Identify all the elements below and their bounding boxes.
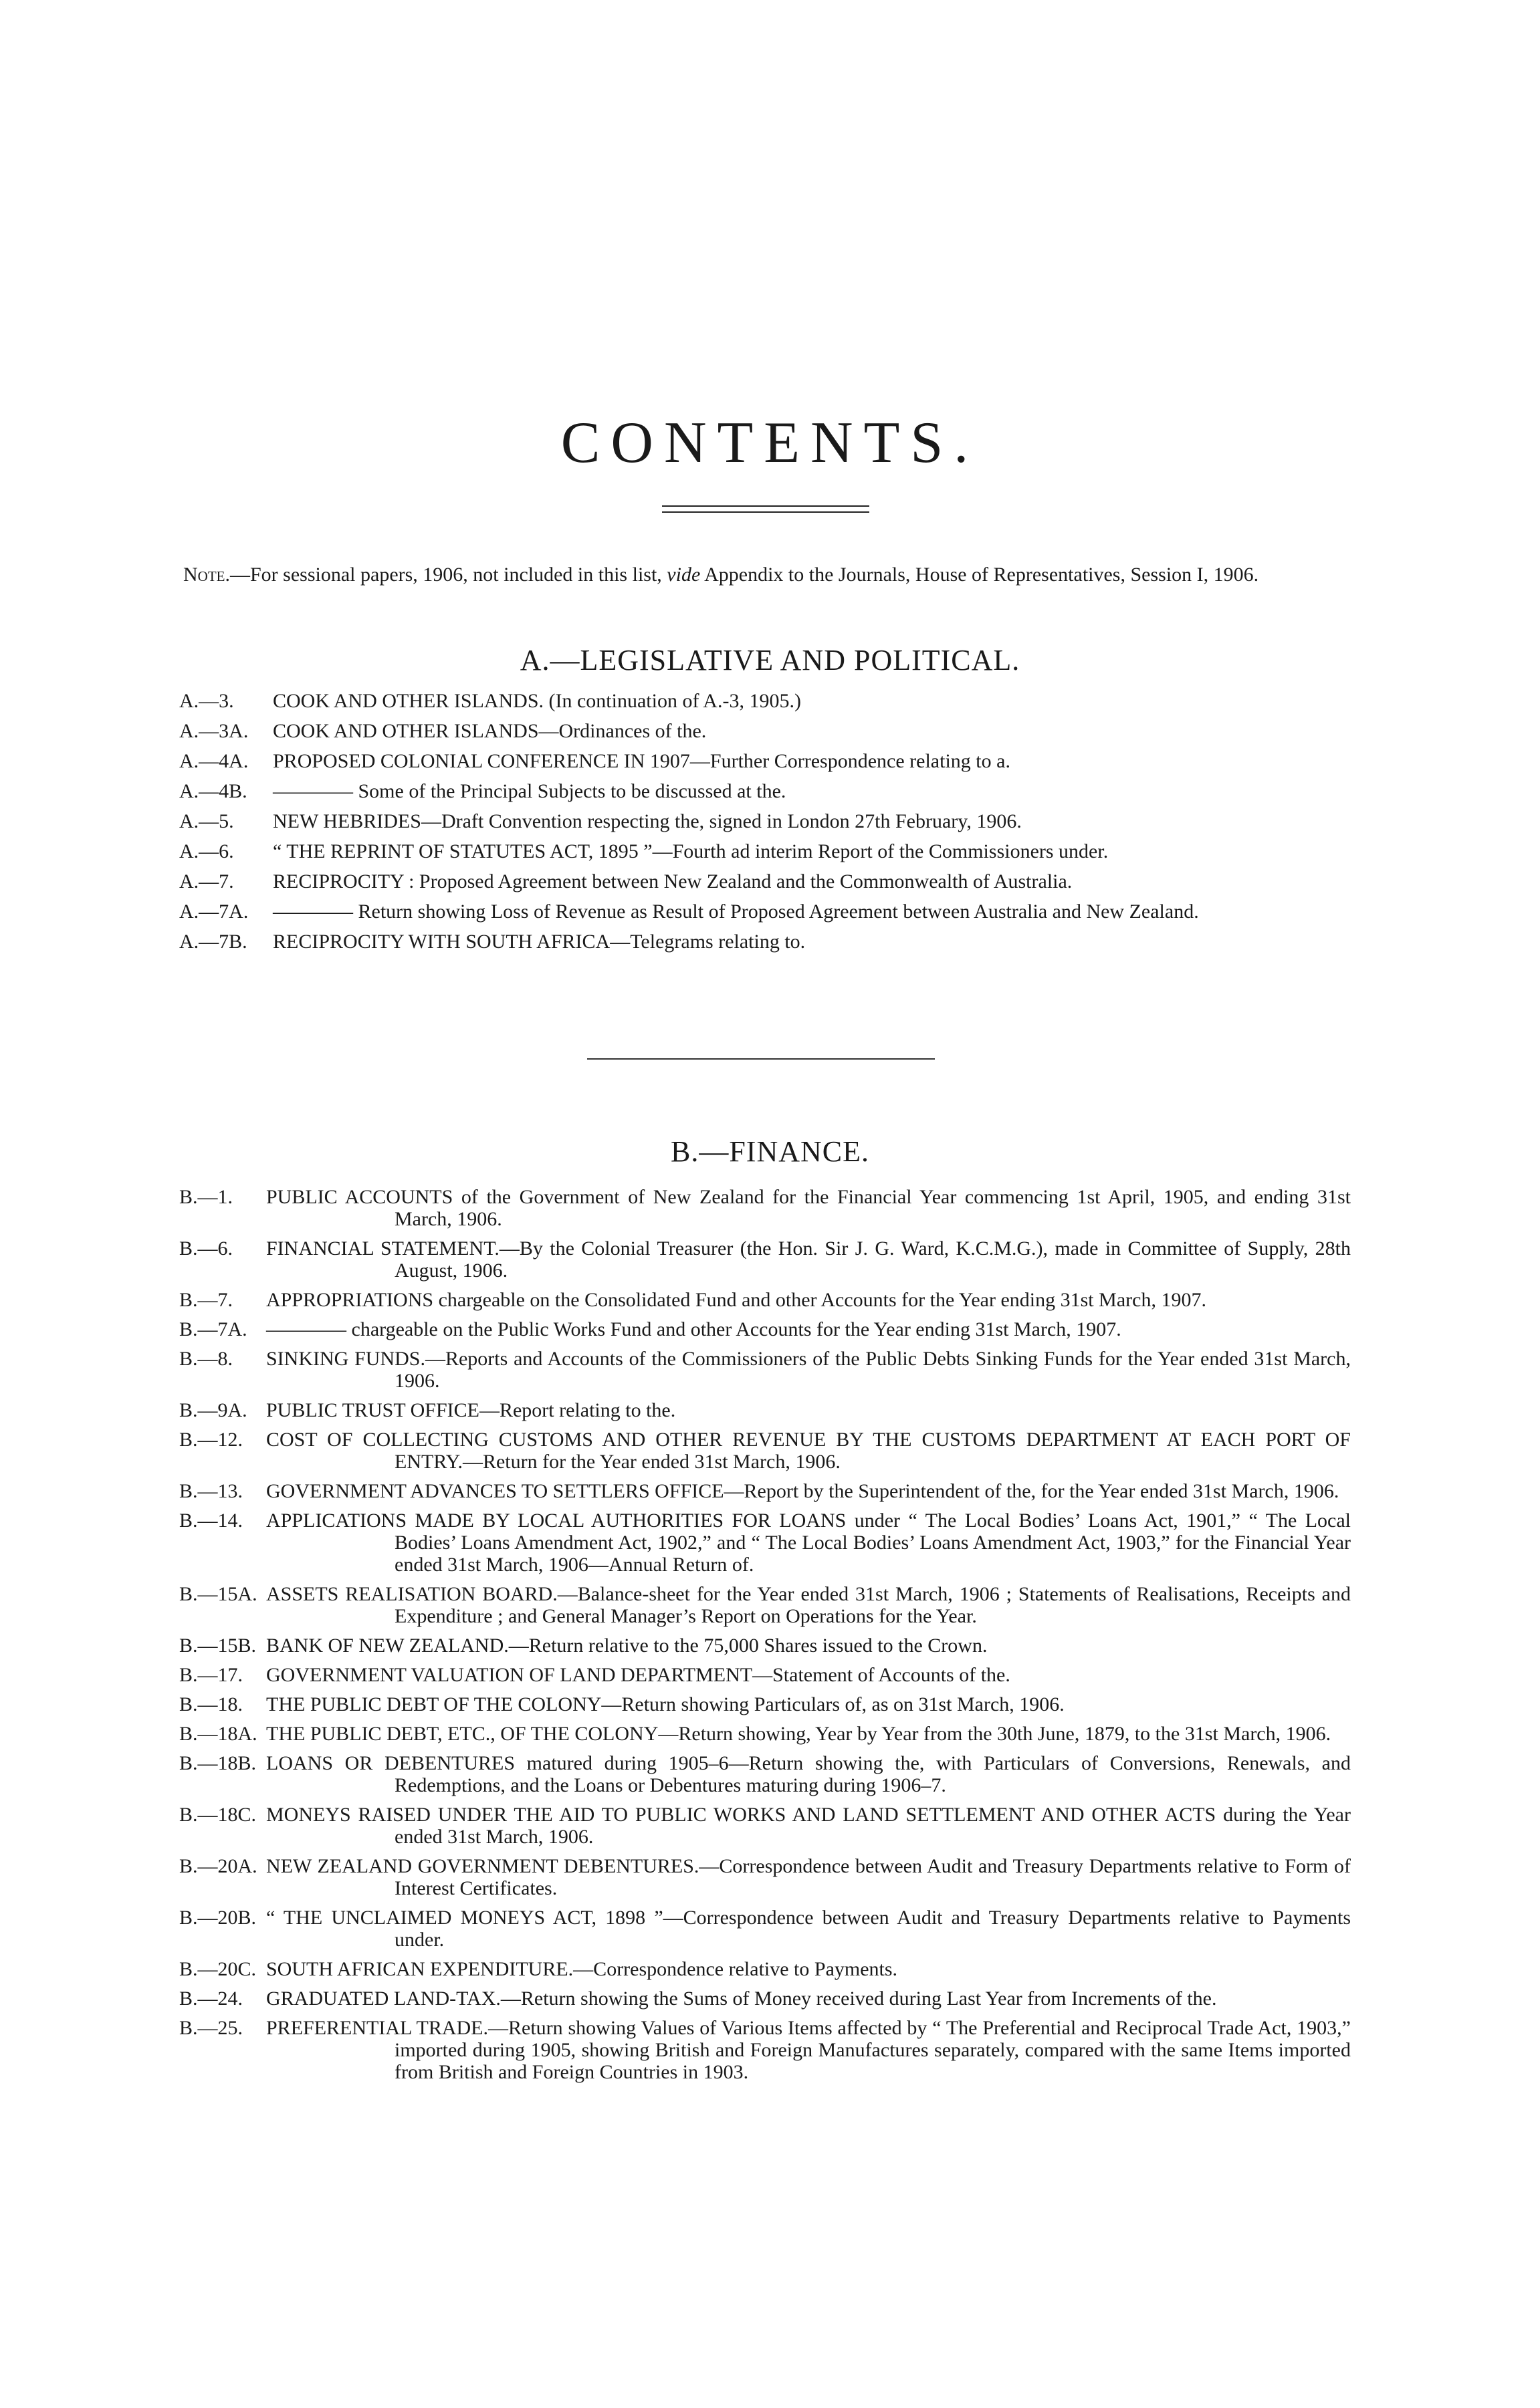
entry-code: B.—15B.: [179, 1635, 257, 1657]
contents-entry: [179, 1510, 1351, 1576]
contents-entry: [179, 1348, 1351, 1392]
contents-entry: [179, 1723, 1351, 1745]
entry-code: A.—6.: [179, 840, 234, 862]
entry-code: A.—5.: [179, 810, 234, 832]
contents-entry: [179, 2017, 1351, 2083]
entry-text: ———— Return showing Loss of Revenue as Result of Proposed Agreement between Australia and New Zealand.: [273, 900, 1199, 923]
contents-entry: [179, 1855, 1351, 1899]
contents-entry: [179, 1583, 1351, 1627]
page-title: CONTENTS.: [560, 410, 980, 475]
entry-text: APPROPRIATIONS chargeable on the Consolidated Fund and other Accounts for the Year ending 31st March, 1907.: [266, 1289, 1206, 1311]
entry-text: THE PUBLIC DEBT OF THE COLONY—Return showing Particulars of, as on 31st March, 1906.: [266, 1693, 1065, 1715]
entry-text: RECIPROCITY : Proposed Agreement between New Zealand and the Commonwealth of Australia.: [273, 870, 1073, 892]
contents-entry: [179, 690, 1351, 712]
entry-text: COOK AND OTHER ISLANDS. (In continuation of A.-3, 1905.): [273, 690, 801, 712]
contents-entry: [179, 1907, 1351, 1951]
entry-code: B.—18C.: [179, 1804, 257, 1826]
entry-text: SINKING FUNDS.—Reports and Accounts of the Commissioners of the Public Debts Sinking Funds for the Year ended 31st March, 1906.: [266, 1348, 1351, 1392]
entry-code: A.—7A.: [179, 900, 249, 923]
entry-text: MONEYS RAISED UNDER THE AID TO PUBLIC WORKS AND LAND SETTLEMENT AND OTHER ACTS during the Year ended 31st March, 1906.: [266, 1804, 1351, 1848]
section-a-heading: A.—LEGISLATIVE AND POLITICAL.: [520, 644, 1020, 677]
entry-text: APPLICATIONS MADE BY LOCAL AUTHORITIES FOR LOANS under “ The Local Bodies’ Loans Act, 1901,” “ The Local Bodies’ Loans Amendment Act, 1902,” and “ The Local Bodies’ Loans Amendment Act, 1903,” for the Financial Year ended 31st March, 1906—Annual Return of.: [266, 1510, 1351, 1576]
entry-code: B.—8.: [179, 1348, 233, 1370]
note-text-before: —For sessional papers, 1906, not included in this list,: [230, 564, 667, 586]
note-lead: Note.: [183, 564, 230, 586]
contents-entry: [179, 750, 1351, 772]
contents-entry: [179, 1399, 1351, 1421]
entry-text: BANK OF NEW ZEALAND.—Return relative to the 75,000 Shares issued to the Crown.: [266, 1635, 988, 1657]
entry-text: NEW HEBRIDES—Draft Convention respecting the, signed in London 27th February, 1906.: [273, 810, 1022, 832]
entry-code: B.—24.: [179, 1988, 243, 2010]
entry-text: GRADUATED LAND-TAX.—Return showing the Sums of Money received during Last Year from Increments of the.: [266, 1988, 1217, 2010]
contents-entry: [179, 1318, 1351, 1340]
entry-text: PREFERENTIAL TRADE.—Return showing Values of Various Items affected by “ The Preferential and Reciprocal Trade Act, 1903,” imported during 1905, showing British and Foreign Manufactures separately, compared with the same Items imported from British and Foreign Countries in 1903.: [266, 2017, 1351, 2083]
entry-code: B.—20A.: [179, 1855, 257, 1877]
section-a-entries: [179, 690, 1351, 961]
contents-entry: [179, 1958, 1351, 1980]
entry-text: PUBLIC TRUST OFFICE—Report relating to the.: [266, 1399, 676, 1421]
entry-code: A.—7.: [179, 870, 234, 892]
entry-text: PROPOSED COLONIAL CONFERENCE IN 1907—Further Correspondence relating to a.: [273, 750, 1010, 772]
note-text-after: Appendix to the Journals, House of Representatives, Session I, 1906.: [700, 564, 1259, 586]
entry-text: NEW ZEALAND GOVERNMENT DEBENTURES.—Correspondence between Audit and Treasury Departments relative to Form of Interest Certificates.: [266, 1855, 1351, 1899]
contents-entry: [179, 1693, 1351, 1715]
entry-code: B.—9A.: [179, 1399, 247, 1421]
entry-code: B.—7A.: [179, 1318, 247, 1340]
contents-entry: [179, 720, 1351, 742]
entry-code: B.—17.: [179, 1664, 243, 1686]
entry-code: B.—6.: [179, 1237, 233, 1259]
entry-code: B.—20C.: [179, 1958, 257, 1980]
contents-entry: [179, 1804, 1351, 1848]
entry-text: “ THE UNCLAIMED MONEYS ACT, 1898 ”—Correspondence between Audit and Treasury Departments relative to Payments under.: [266, 1907, 1351, 1951]
contents-entry: [179, 1752, 1351, 1796]
entry-text: COOK AND OTHER ISLANDS—Ordinances of the.: [273, 720, 707, 742]
sessional-note: [179, 563, 1356, 587]
title-double-rule: [662, 505, 869, 513]
entry-text: RECIPROCITY WITH SOUTH AFRICA—Telegrams relating to.: [273, 931, 806, 953]
entry-code: B.—1.: [179, 1186, 233, 1208]
entry-code: B.—18.: [179, 1693, 243, 1715]
contents-entry: [179, 780, 1351, 802]
entry-text: COST OF COLLECTING CUSTOMS AND OTHER REVENUE BY THE CUSTOMS DEPARTMENT AT EACH PORT OF ENTRY.—Return for the Year ended 31st March, 1906.: [266, 1429, 1351, 1473]
entry-code: B.—15A.: [179, 1583, 257, 1605]
entry-text: ASSETS REALISATION BOARD.—Balance-sheet for the Year ended 31st March, 1906 ; Statements of Realisations, Receipts and Expenditure ; and General Manager’s Report on Operations for the Year.: [266, 1583, 1351, 1627]
entry-code: A.—3A.: [179, 720, 249, 742]
contents-entry: [179, 1480, 1351, 1502]
entry-code: B.—13.: [179, 1480, 243, 1502]
contents-entry: [179, 1186, 1351, 1230]
contents-entry: [179, 1289, 1351, 1311]
entry-code: B.—14.: [179, 1510, 243, 1532]
entry-text: ———— Some of the Principal Subjects to be discussed at the.: [273, 780, 786, 802]
section-b-heading: B.—FINANCE.: [670, 1135, 870, 1168]
entry-code: B.—18B.: [179, 1752, 257, 1774]
entry-text: FINANCIAL STATEMENT.—By the Colonial Treasurer (the Hon. Sir J. G. Ward, K.C.M.G.), made in Committee of Supply, 28th August, 1906.: [266, 1237, 1351, 1282]
entry-text: GOVERNMENT ADVANCES TO SETTLERS OFFICE—Report by the Superintendent of the, for the Year ended 31st March, 1906.: [266, 1480, 1339, 1502]
entry-code: A.—4B.: [179, 780, 247, 802]
entry-text: PUBLIC ACCOUNTS of the Government of New Zealand for the Financial Year commencing 1st April, 1905, and ending 31st March, 1906.: [266, 1186, 1351, 1230]
note-vide: vide: [667, 564, 701, 586]
contents-entry: [179, 1237, 1351, 1282]
entry-text: LOANS OR DEBENTURES matured during 1905–6—Return showing the, with Particulars of Conversions, Renewals, and Redemptions, and the Loans or Debentures maturing during 1906–7.: [266, 1752, 1351, 1796]
entry-code: B.—25.: [179, 2017, 243, 2039]
contents-entry: [179, 1429, 1351, 1473]
entry-code: B.—7.: [179, 1289, 233, 1311]
entry-code: A.—7B.: [179, 931, 247, 953]
contents-entry: [179, 931, 1351, 953]
entry-code: A.—4A.: [179, 750, 249, 772]
contents-entry: [179, 1988, 1351, 2010]
entry-text: “ THE REPRINT OF STATUTES ACT, 1895 ”—Fourth ad interim Report of the Commissioners under.: [273, 840, 1109, 862]
entry-code: A.—3.: [179, 690, 234, 712]
entry-code: B.—18A.: [179, 1723, 257, 1745]
entry-code: B.—12.: [179, 1429, 243, 1451]
contents-entry: [179, 1664, 1351, 1686]
entry-text: GOVERNMENT VALUATION OF LAND DEPARTMENT—Statement of Accounts of the.: [266, 1664, 1010, 1686]
entry-code: B.—20B.: [179, 1907, 257, 1929]
contents-entry: [179, 900, 1351, 923]
contents-entry: [179, 810, 1351, 832]
entry-text: SOUTH AFRICAN EXPENDITURE.—Correspondence relative to Payments.: [266, 1958, 898, 1980]
contents-entry: [179, 840, 1351, 862]
section-separator: [587, 1058, 935, 1060]
entry-text: THE PUBLIC DEBT, ETC., OF THE COLONY—Return showing, Year by Year from the 30th June, 1879, to the 31st March, 1906.: [266, 1723, 1331, 1745]
section-b-entries: [179, 1186, 1351, 2090]
entry-text: ———— chargeable on the Public Works Fund and other Accounts for the Year ending 31st March, 1907.: [266, 1318, 1121, 1340]
contents-entry: [179, 870, 1351, 892]
contents-entry: [179, 1635, 1351, 1657]
